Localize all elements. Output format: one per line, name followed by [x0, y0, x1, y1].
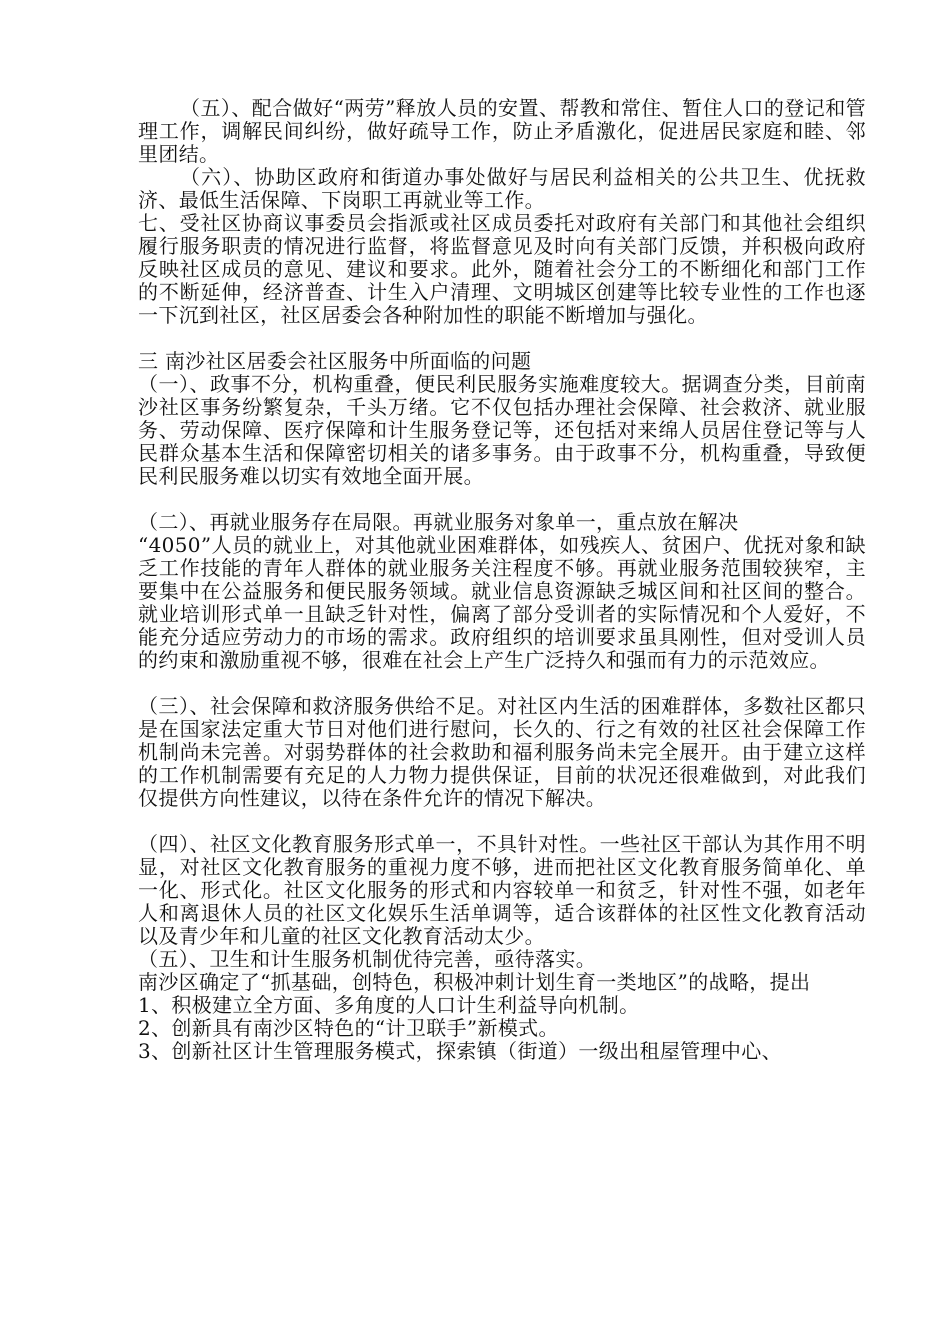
paragraph-problem-four: （四）、社区文化教育服务形式单一，不具针对性。一些社区干部认为其作用不明显，对社区文化教育服务的重视力度不够，进而把社区文化教育服务简单化、单一化、形式化。社区文化服务的形式和内容较单一和贫乏，针对性不强，如老年人和离退休人员的社区文化娱乐生活单调等，适合该群体的社区性文化教育活动以及青少年和儿童的社区文化教育活动太少。 — [138, 832, 866, 948]
paragraph-nansha-strategy: 南沙区确定了“抓基础，创特色，积极冲刺计划生育一类地区”的战略，提出 — [138, 970, 811, 994]
paragraph-problem-three: （三）、社会保障和救济服务供给不足。对社区内生活的困难群体，多数社区都只是在国家法定重大节日对他们进行慰问，长久的、行之有效的社区社会保障工作机制尚未完善。对弱势群体的社会救助和福利服务尚未完全展开。由于建立这样的工作机制需要有充足的人力物力提供保证，目前的状况还很难做到，对此我们仅提供方向性建议，以待在条件允许的情况下解决。 — [138, 694, 866, 810]
list-item-2: 2、创新具有南沙区特色的“计卫联手”新模式。 — [138, 1016, 559, 1040]
paragraph-problem-two-body: “4050”人员的就业上，对其他就业困难群体，如残疾人、贫困户、优抚对象和缺乏工作技能的青年人群体的就业服务关注程度不够。再就业服务范围较狭窄，主要集中在公益服务和便民服务领域。就业信息资源缺乏城区间和社区间的整合。就业培训形式单一且缺乏针对性，偏离了部分受训者的实际情况和个人爱好，不能充分适应劳动力的市场的需求。政府组织的培训要求虽具刚性，但对受训人员的约束和激励重视不够，很难在社会上产生广泛持久和强而有力的示范效应。 — [138, 533, 866, 672]
section-heading-problems: 三 南沙社区居委会社区服务中所面临的问题 — [138, 349, 532, 373]
paragraph-problem-one: （一）、政事不分，机构重叠，便民利民服务实施难度较大。据调查分类，目前南沙社区事务纷繁复杂，千头万绪。它不仅包括办理社会保障、社会救济、就业服务、劳动保障、医疗保障和计生服务登记等，还包括对来绵人员居住登记等与人民群众基本生活和保障密切相关的诸多事务。由于政事不分，机构重叠，导致便民利民服务难以切实有效地全面开展。 — [138, 372, 866, 488]
document-body — [138, 97, 866, 1063]
paragraph-six-public-health: （六）、协助区政府和街道办事处做好与居民利益相关的公共卫生、优抚救济、最低生活保障、下岗职工再就业等工作。 — [138, 165, 866, 212]
paragraph-problem-five: （五）、卫生和计生服务机制优待完善，亟待落实。 — [138, 947, 597, 971]
paragraph-five-labor: （五）、配合做好“两劳”释放人员的安置、帮教和常住、暂住人口的登记和管理工作，调解民间纠纷，做好疏导工作，防止矛盾激化，促进居民家庭和睦、邻里团结。 — [138, 96, 866, 166]
list-item-3: 3、创新社区计生管理服务模式，探索镇（街道）一级出租屋管理中心、 — [138, 1039, 782, 1063]
paragraph-problem-two-line1: （二）、再就业服务存在局限。再就业服务对象单一，重点放在解决 — [138, 510, 739, 534]
paragraph-seven-supervision: 七、受社区协商议事委员会指派或社区成员委托对政府有关部门和其他社会组织履行服务职责的情况进行监督，将监督意见及时向有关部门反馈，并积极向政府反映社区成员的意见、建议和要求。此外，随着社会分工的不断细化和部门工作的不断延伸，经济普查、计生入户清理、文明城区创建等比较专业性的工作也逐一下沉到社区，社区居委会各种附加性的职能不断增加与强化。 — [138, 211, 866, 327]
list-item-1: 1、积极建立全方面、多角度的人口计生利益导向机制。 — [138, 993, 640, 1017]
